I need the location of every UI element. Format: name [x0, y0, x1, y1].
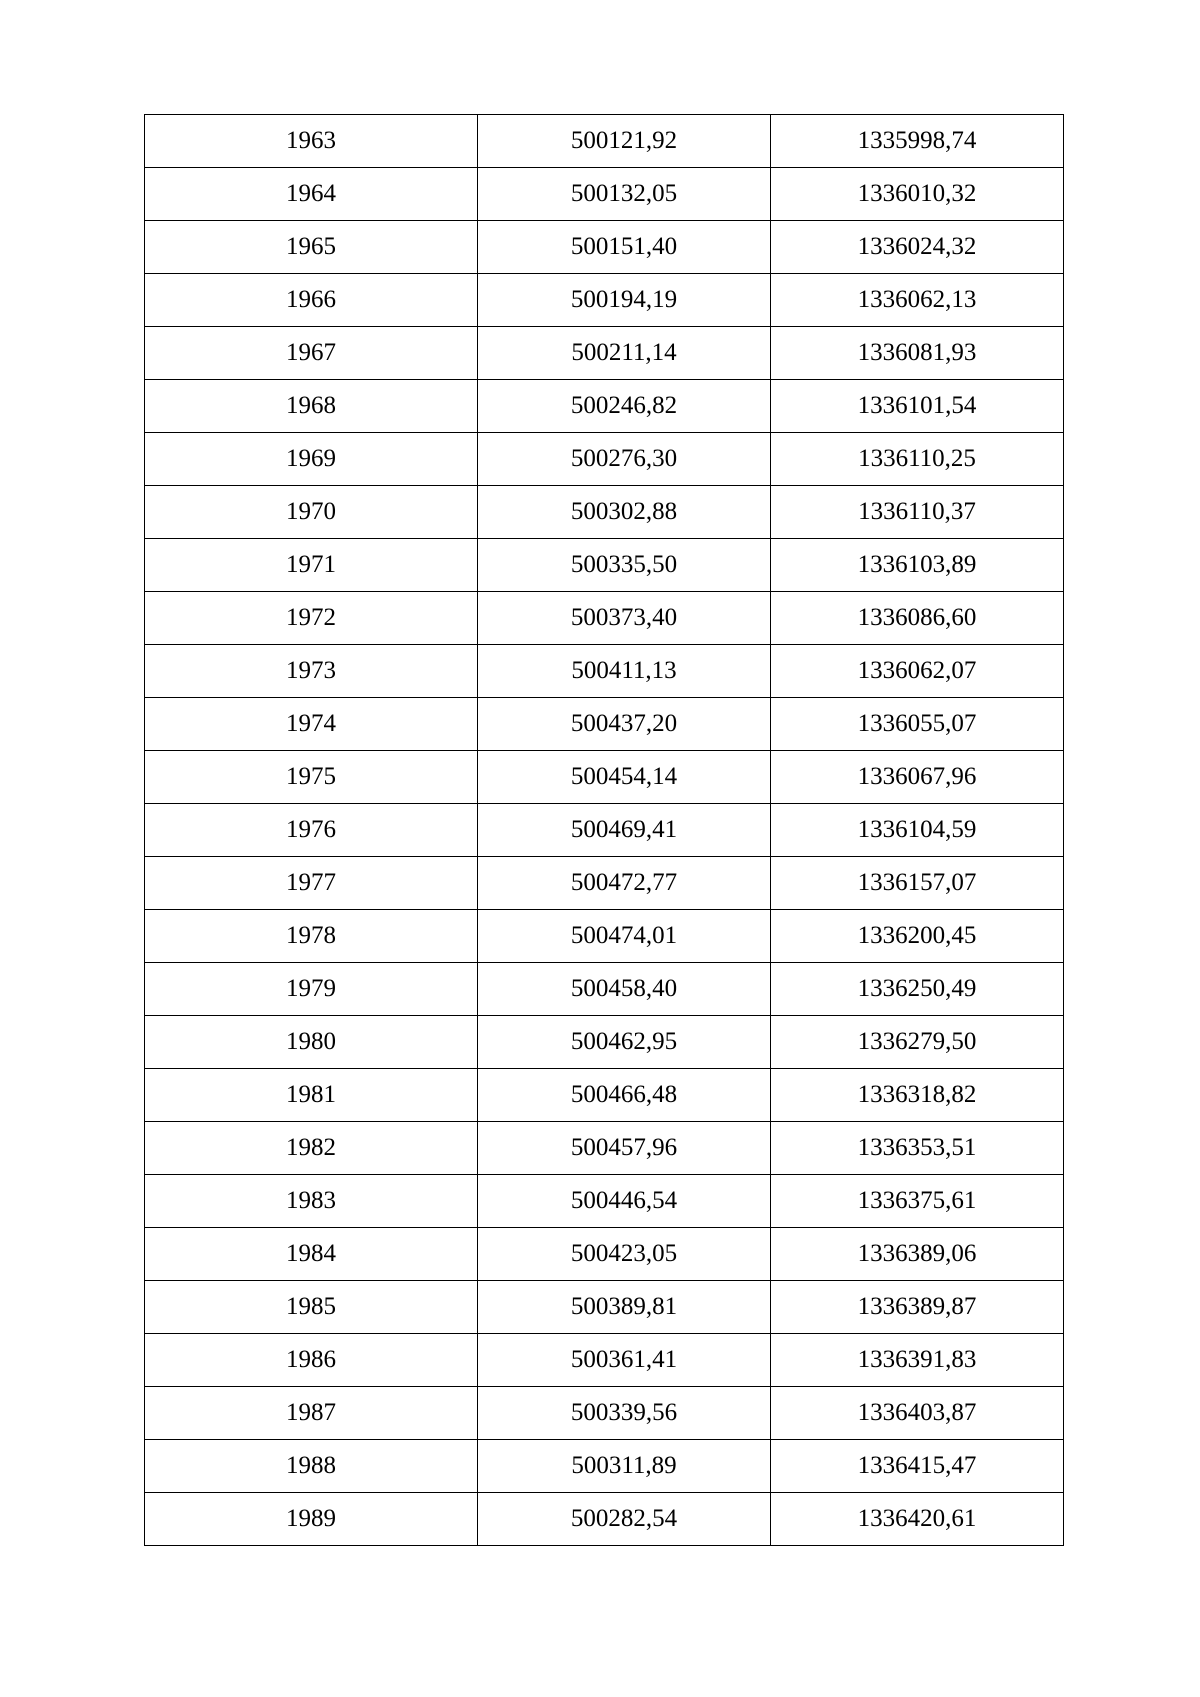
table-row — [145, 1440, 1064, 1493]
table-row — [145, 1122, 1064, 1175]
table-row — [145, 804, 1064, 857]
table-row — [145, 168, 1064, 221]
table-row — [145, 751, 1064, 804]
x-coordinate-cell: 500246,82 — [478, 380, 771, 433]
x-coordinate-cell: 500458,40 — [478, 963, 771, 1016]
point-number-cell: 1967 — [145, 327, 478, 380]
point-number-cell: 1973 — [145, 645, 478, 698]
y-coordinate-cell: 1336353,51 — [771, 1122, 1064, 1175]
point-number-cell: 1969 — [145, 433, 478, 486]
table-row — [145, 698, 1064, 751]
y-coordinate-cell: 1336250,49 — [771, 963, 1064, 1016]
x-coordinate-cell: 500437,20 — [478, 698, 771, 751]
table-row — [145, 963, 1064, 1016]
y-coordinate-cell: 1336157,07 — [771, 857, 1064, 910]
y-coordinate-cell: 1336086,60 — [771, 592, 1064, 645]
y-coordinate-cell: 1336101,54 — [771, 380, 1064, 433]
table-row — [145, 910, 1064, 963]
x-coordinate-cell: 500282,54 — [478, 1493, 771, 1546]
coordinates-table-body — [145, 115, 1064, 1546]
point-number-cell: 1981 — [145, 1069, 478, 1122]
table-row — [145, 115, 1064, 168]
y-coordinate-cell: 1336055,07 — [771, 698, 1064, 751]
y-coordinate-cell: 1336200,45 — [771, 910, 1064, 963]
x-coordinate-cell: 500469,41 — [478, 804, 771, 857]
x-coordinate-cell: 500132,05 — [478, 168, 771, 221]
x-coordinate-cell: 500311,89 — [478, 1440, 771, 1493]
x-coordinate-cell: 500373,40 — [478, 592, 771, 645]
table-row — [145, 1387, 1064, 1440]
y-coordinate-cell: 1336279,50 — [771, 1016, 1064, 1069]
x-coordinate-cell: 500361,41 — [478, 1334, 771, 1387]
table-row — [145, 1069, 1064, 1122]
point-number-cell: 1983 — [145, 1175, 478, 1228]
coordinates-table — [144, 114, 1064, 1546]
x-coordinate-cell: 500472,77 — [478, 857, 771, 910]
table-row — [145, 1228, 1064, 1281]
x-coordinate-cell: 500121,92 — [478, 115, 771, 168]
point-number-cell: 1966 — [145, 274, 478, 327]
x-coordinate-cell: 500446,54 — [478, 1175, 771, 1228]
table-row — [145, 1016, 1064, 1069]
y-coordinate-cell: 1336110,25 — [771, 433, 1064, 486]
point-number-cell: 1963 — [145, 115, 478, 168]
point-number-cell: 1982 — [145, 1122, 478, 1175]
table-row — [145, 1334, 1064, 1387]
x-coordinate-cell: 500466,48 — [478, 1069, 771, 1122]
x-coordinate-cell: 500474,01 — [478, 910, 771, 963]
point-number-cell: 1968 — [145, 380, 478, 433]
y-coordinate-cell: 1336103,89 — [771, 539, 1064, 592]
y-coordinate-cell: 1336010,32 — [771, 168, 1064, 221]
y-coordinate-cell: 1336391,83 — [771, 1334, 1064, 1387]
table-row — [145, 380, 1064, 433]
point-number-cell: 1974 — [145, 698, 478, 751]
point-number-cell: 1984 — [145, 1228, 478, 1281]
y-coordinate-cell: 1336389,06 — [771, 1228, 1064, 1281]
table-row — [145, 433, 1064, 486]
y-coordinate-cell: 1336104,59 — [771, 804, 1064, 857]
y-coordinate-cell: 1336062,07 — [771, 645, 1064, 698]
y-coordinate-cell: 1336415,47 — [771, 1440, 1064, 1493]
y-coordinate-cell: 1336389,87 — [771, 1281, 1064, 1334]
table-row — [145, 592, 1064, 645]
y-coordinate-cell: 1336420,61 — [771, 1493, 1064, 1546]
table-row — [145, 1281, 1064, 1334]
x-coordinate-cell: 500194,19 — [478, 274, 771, 327]
table-row — [145, 539, 1064, 592]
point-number-cell: 1988 — [145, 1440, 478, 1493]
y-coordinate-cell: 1336024,32 — [771, 221, 1064, 274]
y-coordinate-cell: 1336403,87 — [771, 1387, 1064, 1440]
point-number-cell: 1986 — [145, 1334, 478, 1387]
x-coordinate-cell: 500454,14 — [478, 751, 771, 804]
point-number-cell: 1971 — [145, 539, 478, 592]
y-coordinate-cell: 1336067,96 — [771, 751, 1064, 804]
y-coordinate-cell: 1335998,74 — [771, 115, 1064, 168]
point-number-cell: 1987 — [145, 1387, 478, 1440]
table-row — [145, 327, 1064, 380]
point-number-cell: 1975 — [145, 751, 478, 804]
x-coordinate-cell: 500411,13 — [478, 645, 771, 698]
table-row — [145, 486, 1064, 539]
x-coordinate-cell: 500462,95 — [478, 1016, 771, 1069]
table-row — [145, 645, 1064, 698]
point-number-cell: 1976 — [145, 804, 478, 857]
point-number-cell: 1965 — [145, 221, 478, 274]
point-number-cell: 1978 — [145, 910, 478, 963]
point-number-cell: 1964 — [145, 168, 478, 221]
y-coordinate-cell: 1336062,13 — [771, 274, 1064, 327]
y-coordinate-cell: 1336081,93 — [771, 327, 1064, 380]
x-coordinate-cell: 500302,88 — [478, 486, 771, 539]
table-row — [145, 857, 1064, 910]
x-coordinate-cell: 500423,05 — [478, 1228, 771, 1281]
table-row — [145, 1175, 1064, 1228]
table-row — [145, 221, 1064, 274]
point-number-cell: 1985 — [145, 1281, 478, 1334]
x-coordinate-cell: 500339,56 — [478, 1387, 771, 1440]
x-coordinate-cell: 500335,50 — [478, 539, 771, 592]
x-coordinate-cell: 500276,30 — [478, 433, 771, 486]
x-coordinate-cell: 500151,40 — [478, 221, 771, 274]
point-number-cell: 1979 — [145, 963, 478, 1016]
x-coordinate-cell: 500211,14 — [478, 327, 771, 380]
y-coordinate-cell: 1336375,61 — [771, 1175, 1064, 1228]
point-number-cell: 1980 — [145, 1016, 478, 1069]
point-number-cell: 1977 — [145, 857, 478, 910]
table-row — [145, 274, 1064, 327]
point-number-cell: 1989 — [145, 1493, 478, 1546]
point-number-cell: 1972 — [145, 592, 478, 645]
x-coordinate-cell: 500457,96 — [478, 1122, 771, 1175]
x-coordinate-cell: 500389,81 — [478, 1281, 771, 1334]
y-coordinate-cell: 1336318,82 — [771, 1069, 1064, 1122]
y-coordinate-cell: 1336110,37 — [771, 486, 1064, 539]
point-number-cell: 1970 — [145, 486, 478, 539]
table-row — [145, 1493, 1064, 1546]
